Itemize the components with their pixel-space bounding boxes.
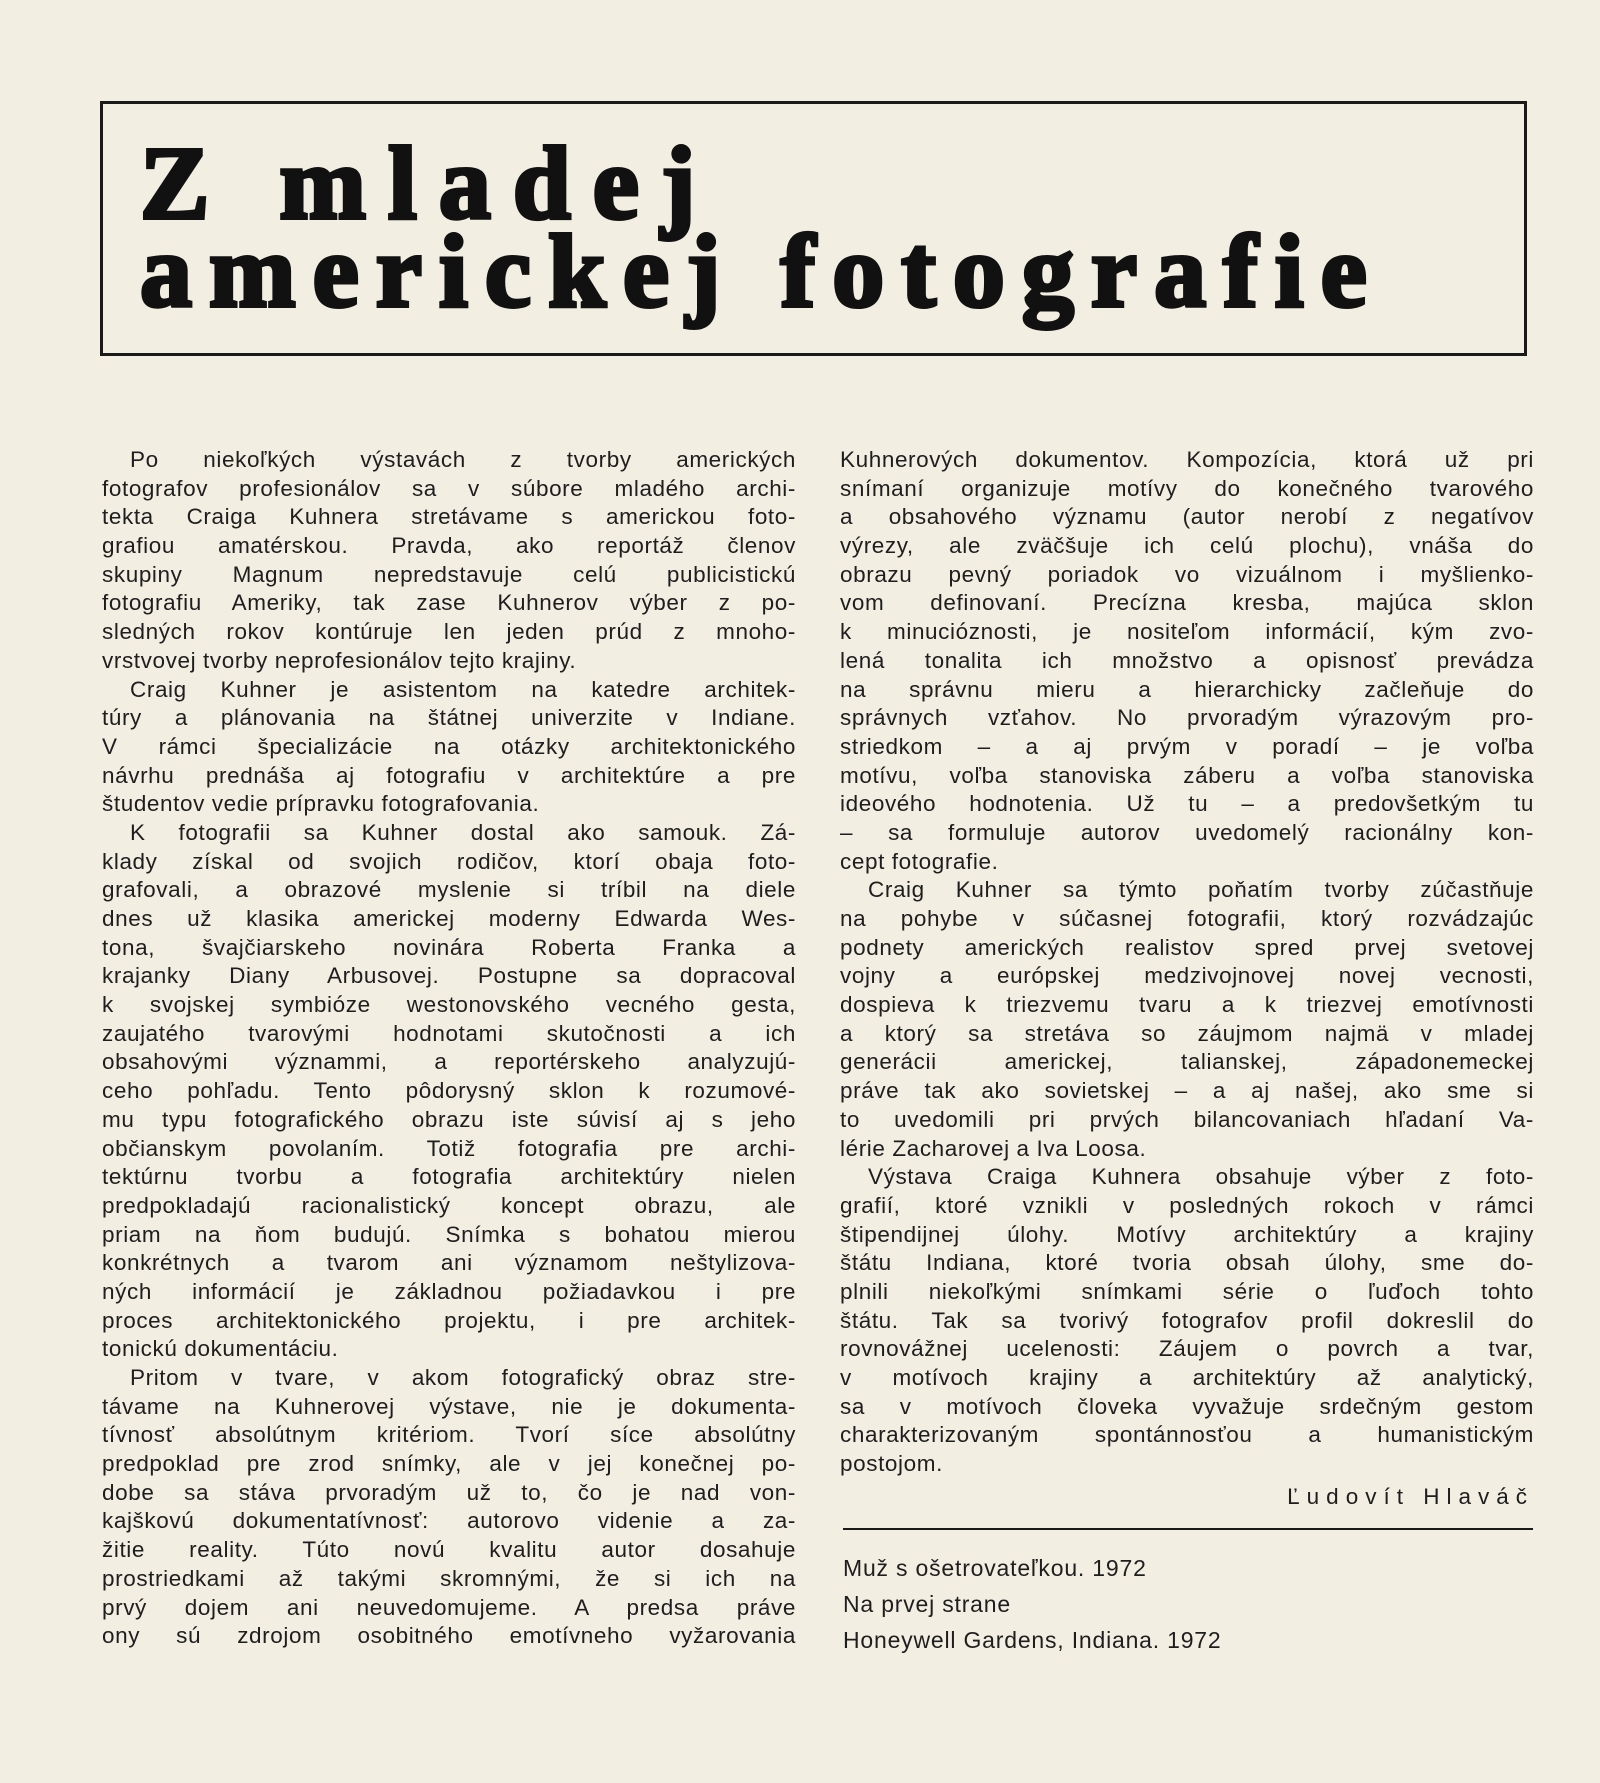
text-line: postojom. — [840, 1451, 943, 1477]
text-line: k svojskej symbióze westonovského vecného gesta, — [102, 992, 796, 1018]
caption: Honeywell Gardens, Indiana. 1972 — [843, 1627, 1222, 1653]
text-line: výrezy, ale zväčšuje ich celú plochu), vnáša do — [840, 533, 1534, 559]
text-line: grafií, ktoré vznikli v posledných rokoch v rámci — [840, 1192, 1534, 1218]
text-line: dnes už klasika americkej moderny Edwarda Wes- — [102, 906, 796, 931]
title-left-rule — [100, 101, 103, 356]
title-line-2: americkej fotografie — [140, 214, 1384, 329]
text-line: ných informácií je základnou požiadavkou i pre — [102, 1278, 796, 1304]
text-line: Výstava Craiga Kuhnera obsahuje výber z foto- — [868, 1164, 1534, 1190]
text-line: túry a plánovania na štátnej univerzite v Indiane. — [102, 705, 796, 731]
text-line: lená tonalita ich množstvo a opisnosť prevádza — [840, 647, 1534, 673]
text-line: kajškovú dokumentatívnosť: autorovo videnie a za- — [102, 1508, 796, 1534]
paragraph — [840, 876, 1534, 1163]
paragraph — [840, 446, 1534, 876]
text-line: K fotografii sa Kuhner dostal ako samouk. Zá- — [130, 819, 796, 845]
text-line: dobe sa stáva prvoradým už to, čo je nad von- — [102, 1479, 796, 1505]
text-line: proces architektonického projektu, i pre architek- — [102, 1307, 796, 1333]
caption: Na prvej strane — [843, 1591, 1011, 1617]
text-line: Craig Kuhner je asistentom na katedre architek- — [130, 676, 796, 702]
text-line: távame na Kuhnerovej výstave, nie je dokumenta- — [102, 1393, 796, 1419]
text-line: fotografov profesionálov sa v súbore mladého archi- — [102, 475, 796, 501]
text-line: ideového hodnotenia. Už tu – a predovšetkým tu — [840, 791, 1534, 817]
text-line: mu typu fotografického obrazu iste súvisí aj s jeho — [102, 1106, 796, 1132]
text-line: rovnovážnej ucelenosti: Záujem o povrch a tvar, — [840, 1336, 1534, 1362]
caption-divider — [843, 1528, 1533, 1530]
left-column — [102, 446, 796, 1651]
text-line: Kuhnerových dokumentov. Kompozícia, ktorá už pri — [840, 447, 1534, 472]
text-line: na správnu mieru a hierarchicky začleňuje do — [840, 676, 1534, 702]
paragraph — [102, 676, 796, 819]
text-line: to uvedomili pri prvých bilancovaniach hľadaní Va- — [840, 1106, 1534, 1132]
paragraph — [102, 819, 796, 1364]
text-line: cept fotografie. — [840, 848, 999, 874]
text-line: plnili niekoľkými snímkami série o ľuďoch tohto — [840, 1278, 1534, 1304]
paragraph — [840, 1163, 1534, 1479]
title-top-rule — [100, 101, 1527, 104]
text-line: štipendijnej úlohy. Motívy architektúry a krajiny — [840, 1221, 1534, 1247]
paragraph — [102, 1364, 796, 1651]
text-line: grafiou amatérskou. Pravda, ako reportáž členov — [102, 533, 796, 559]
right-column — [840, 446, 1534, 1479]
text-line: štátu. Tak sa tvorivý fotografov profil dokreslil do — [840, 1307, 1534, 1333]
text-line: motívu, voľba stanoviska záberu a voľba stanoviska — [840, 762, 1534, 788]
text-line: Pritom v tvare, v akom fotografický obraz stre- — [130, 1365, 796, 1390]
text-line: obsahovými význammi, a reportérskeho analyzujú- — [102, 1049, 796, 1075]
text-line: vrstvovej tvorby neprofesionálov tejto krajiny. — [102, 647, 577, 673]
text-line: konkrétnych a tvarom ani významom neštylizova- — [102, 1250, 796, 1276]
text-line: na pohybe v súčasnej fotografii, ktorý rozvádzajúc — [840, 906, 1534, 931]
text-line: študentov vedie prípravku fotografovania. — [102, 791, 540, 817]
text-line: predpokladajú racionalistický koncept obrazu, ale — [102, 1192, 796, 1218]
title-line-1: Z mladej — [140, 126, 718, 241]
text-line: Craig Kuhner sa týmto poňatím tvorby zúčastňuje — [868, 877, 1534, 903]
text-line: práve tak ako sovietskej – a aj našej, ako sme si — [840, 1078, 1534, 1104]
photo-captions — [843, 1550, 1222, 1658]
text-line: lérie Zacharovej a Iva Loosa. — [840, 1135, 1147, 1161]
text-line: tektúrnu tvorbu a fotografia architektúry nielen — [102, 1164, 796, 1190]
text-line: tekta Craiga Kuhnera stretávame s americkou foto- — [102, 504, 796, 530]
text-line: návrhu prednáša aj fotografiu v architektúre a pre — [102, 762, 796, 788]
text-line: občianskym povolaním. Totiž fotografia pre archi- — [102, 1135, 796, 1161]
text-line: žitie reality. Túto novú kvalitu autor dosahuje — [102, 1537, 796, 1563]
text-line: klady získal od svojich rodičov, ktorí obaja foto- — [102, 848, 796, 874]
text-line: tívnosť absolútnym kritériom. Tvorí síce absolútny — [102, 1422, 796, 1448]
text-line: sledných rokov kontúruje len jeden prúd z mnoho- — [102, 619, 796, 645]
text-line: krajanky Diany Arbusovej. Postupne sa dopracoval — [102, 963, 796, 989]
text-line: a obsahového významu (autor nerobí z negatívov — [840, 504, 1534, 530]
text-line: vojny a európskej medzivojnovej novej vecnosti, — [840, 963, 1534, 989]
title-box — [100, 102, 1527, 355]
text-line: tona, švajčiarskeho novinára Roberta Franka a — [102, 934, 796, 960]
text-line: podnety amerických realistov spred prvej svetovej — [840, 934, 1534, 960]
text-line: skupiny Magnum nepredstavuje celú publicistickú — [102, 561, 796, 587]
text-line: Po niekoľkých výstavách z tvorby amerických — [130, 447, 796, 472]
paragraph — [102, 446, 796, 676]
text-line: charakterizovaným spontánnosťou a humanistickým — [840, 1422, 1534, 1448]
title-right-rule — [1524, 101, 1527, 356]
caption: Muž s ošetrovateľkou. 1972 — [843, 1555, 1147, 1581]
text-line: k minucióznosti, je nositeľom informácií, kým zvo- — [840, 619, 1534, 645]
text-line: grafovali, a obrazové myslenie si tríbil na diele — [102, 877, 796, 903]
text-line: fotografiu Ameriky, tak zase Kuhnerov výber z po- — [102, 590, 796, 616]
text-line: správnych vzťahov. No prvoradým výrazovým pro- — [840, 705, 1534, 731]
text-line: tonickú dokumentáciu. — [102, 1336, 339, 1362]
title-bottom-rule — [100, 353, 1527, 356]
text-line: striedkom – a aj prvým v poradí – je voľba — [840, 733, 1534, 759]
text-line: prvý dojem ani neuvedomujeme. A predsa práve — [102, 1594, 796, 1620]
text-line: priam na ňom budujú. Snímka s bohatou mierou — [102, 1221, 796, 1247]
text-line: generácii americkej, talianskej, západonemeckej — [840, 1049, 1534, 1075]
text-line: a ktorý sa stretáva so záujmom najmä v mladej — [840, 1020, 1534, 1046]
text-line: štátu Indiana, ktoré tvoria obsah úlohy, sme do- — [840, 1250, 1534, 1276]
text-line: ceho pohľadu. Tento pôdorysný sklon k rozumové- — [102, 1078, 796, 1104]
text-line: – sa formuluje autorov uvedomelý racionálny kon- — [840, 819, 1534, 845]
text-line: prostriedkami až takými skromnými, že si ich na — [102, 1565, 796, 1591]
author-signature: Ľudovít Hlaváč — [1287, 1484, 1534, 1509]
text-line: v motívoch krajiny a architektúry až analytický, — [840, 1365, 1534, 1390]
text-line: vom definovaní. Precízna kresba, majúca sklon — [840, 590, 1534, 616]
text-line: dospieva k triezvemu tvaru a k triezvej emotívnosti — [840, 992, 1534, 1018]
text-line: sa v motívoch človeka vyvažuje srdečným gestom — [840, 1393, 1534, 1419]
text-line: ony sú zdrojom osobitného emotívneho vyžarovania — [102, 1623, 796, 1649]
text-line: predpoklad pre zrod snímky, ale v jej konečnej po- — [102, 1451, 796, 1477]
text-line: obrazu pevný poriadok vo vizuálnom i myšlienko- — [840, 561, 1534, 587]
text-line: V rámci špecializácie na otázky architektonického — [102, 733, 796, 759]
text-line: zaujatého tvarovými hodnotami skutočnosti a ich — [102, 1020, 796, 1046]
text-line: snímaní organizuje motívy do konečného tvarového — [840, 475, 1534, 501]
